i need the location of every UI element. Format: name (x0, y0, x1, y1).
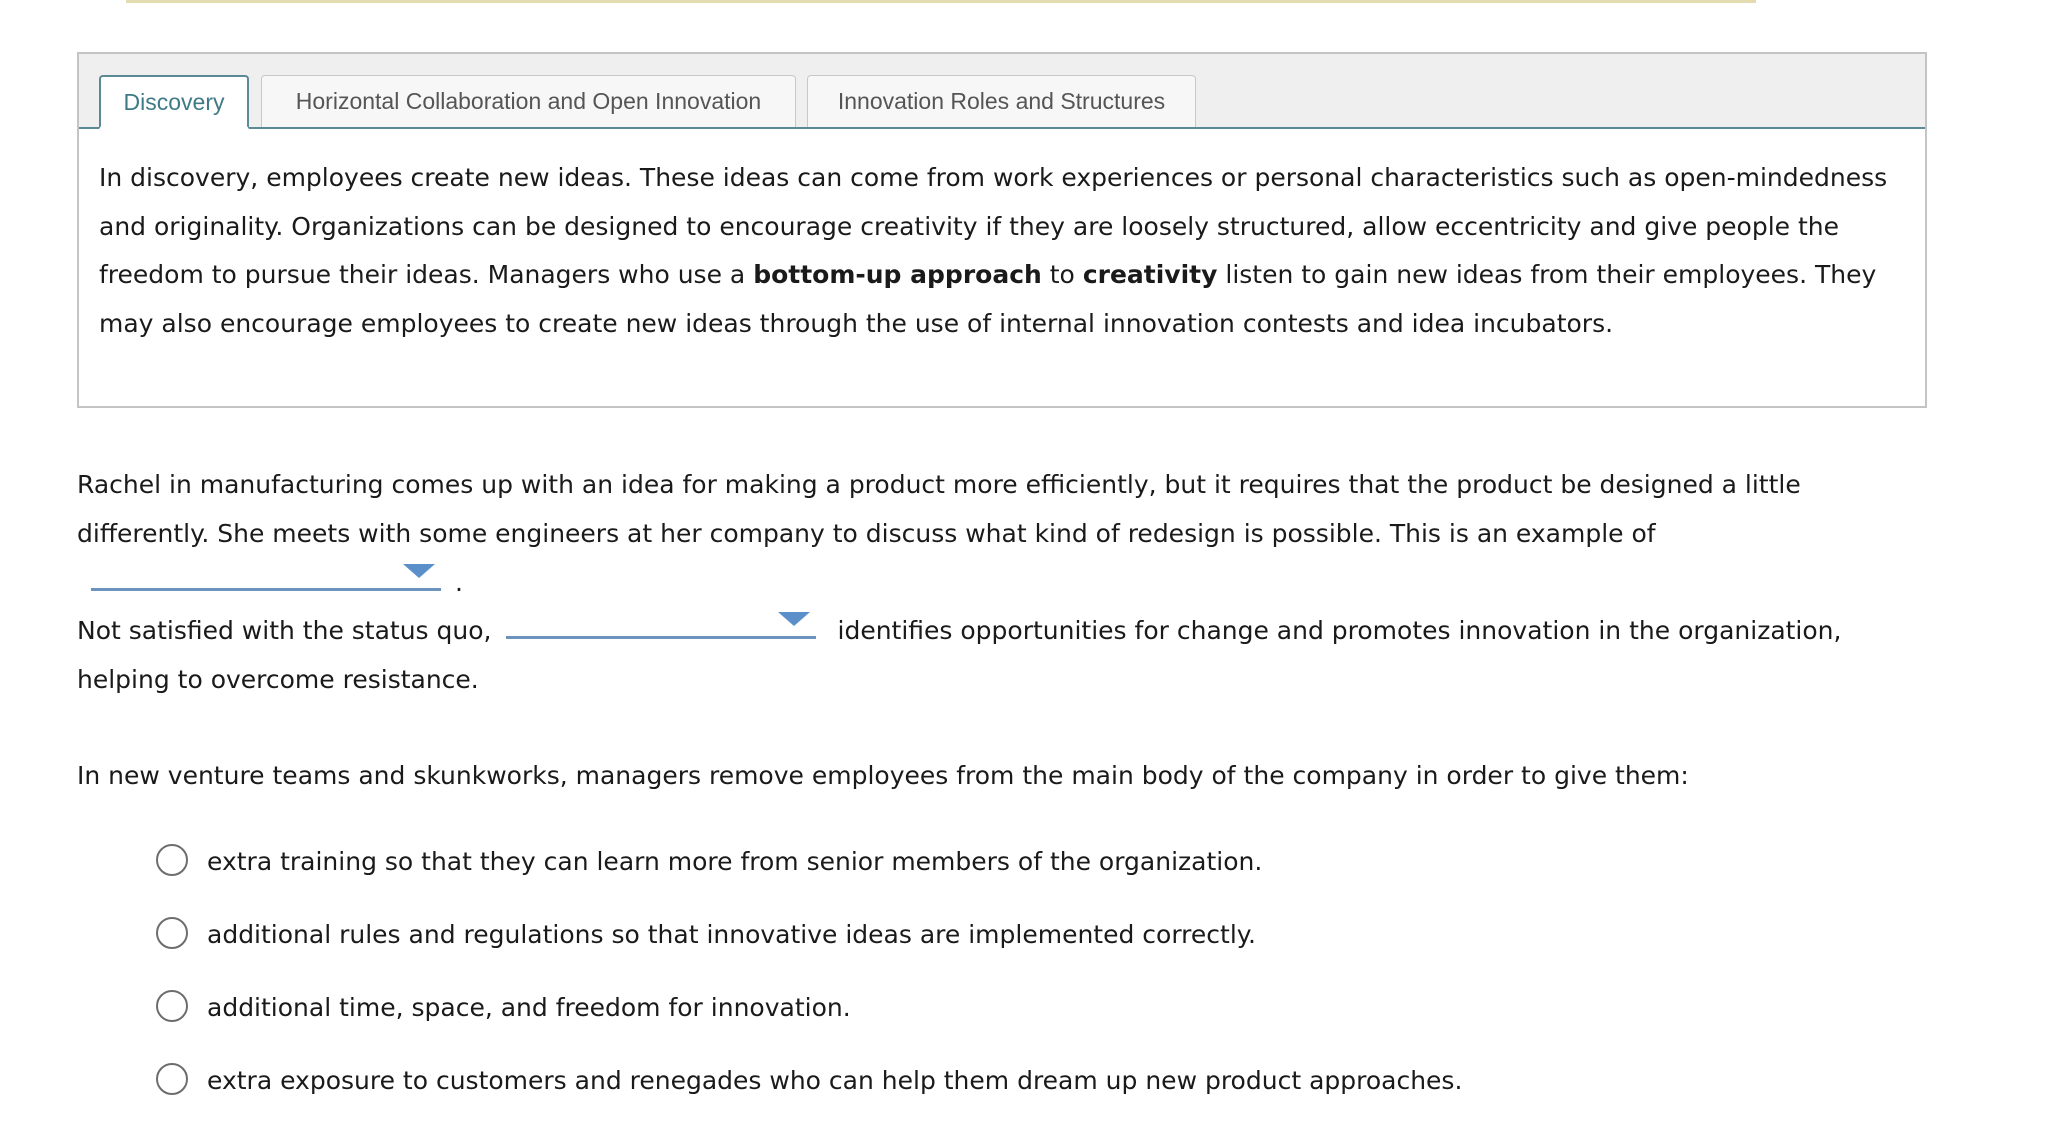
tab-bar (79, 54, 1925, 129)
question-1-period: . (455, 568, 463, 597)
caret-down-icon (778, 612, 810, 626)
panel-term-bottom-up: bottom-up approach (753, 260, 1042, 289)
tab-discovery[interactable]: Discovery (99, 75, 249, 129)
question-1 (77, 461, 1937, 608)
radio-button[interactable] (156, 1063, 188, 1095)
option-label: extra training so that they can learn more from senior members of the organization. (207, 847, 1263, 876)
question-2-text-before: Not satisfied with the status quo, (77, 616, 492, 645)
panel-text-2: to (1041, 260, 1083, 289)
question-2 (77, 606, 1937, 704)
option-label: additional time, space, and freedom for innovation. (207, 993, 851, 1022)
panel-text-3: listen to gain new ideas from their employees. They may also encourage employees to create new ideas through the use of internal innovation contests and idea incubators. (99, 260, 1877, 338)
option-label: extra exposure to customers and renegades who can help them dream up new product approaches. (207, 1066, 1463, 1095)
top-divider (126, 0, 1756, 3)
panel-term-creativity: creativity (1082, 260, 1218, 289)
question-2-text-after: identifies opportunities for change and promotes innovation in the organization, helping to overcome resistance. (77, 616, 1842, 694)
tab-horizontal-collaboration[interactable]: Horizontal Collaboration and Open Innovation (261, 75, 796, 127)
caret-down-icon (403, 564, 435, 578)
question-1-text: Rachel in manufacturing comes up with an idea for making a product more efficiently, but it requires that the product be designed a little differently. She meets with some engineers at her company to discuss what kind of redesign is possible. This is an example of (77, 470, 1801, 548)
radio-button[interactable] (156, 990, 188, 1022)
radio-button[interactable] (156, 844, 188, 876)
tab-panel-discovery (99, 154, 1904, 348)
tab-container (77, 52, 1927, 408)
tab-innovation-roles[interactable]: Innovation Roles and Structures (807, 75, 1196, 127)
option-label: additional rules and regulations so that innovative ideas are implemented correctly. (207, 920, 1256, 949)
question-2-dropdown[interactable] (506, 606, 816, 639)
question-3-prompt: In new venture teams and skunkworks, managers remove employees from the main body of the company in order to give them: (77, 761, 1689, 790)
question-1-dropdown[interactable] (91, 558, 441, 591)
panel-text-1: In discovery, employees create new ideas. These ideas can come from work experiences or personal characteristics such as open-mindedness and originality. Organizations can be designed to encourage creativity if they are loosely structured, allow eccentricity and give people the freedom to pursue their ideas. Managers who use a (99, 163, 1888, 289)
radio-button[interactable] (156, 917, 188, 949)
